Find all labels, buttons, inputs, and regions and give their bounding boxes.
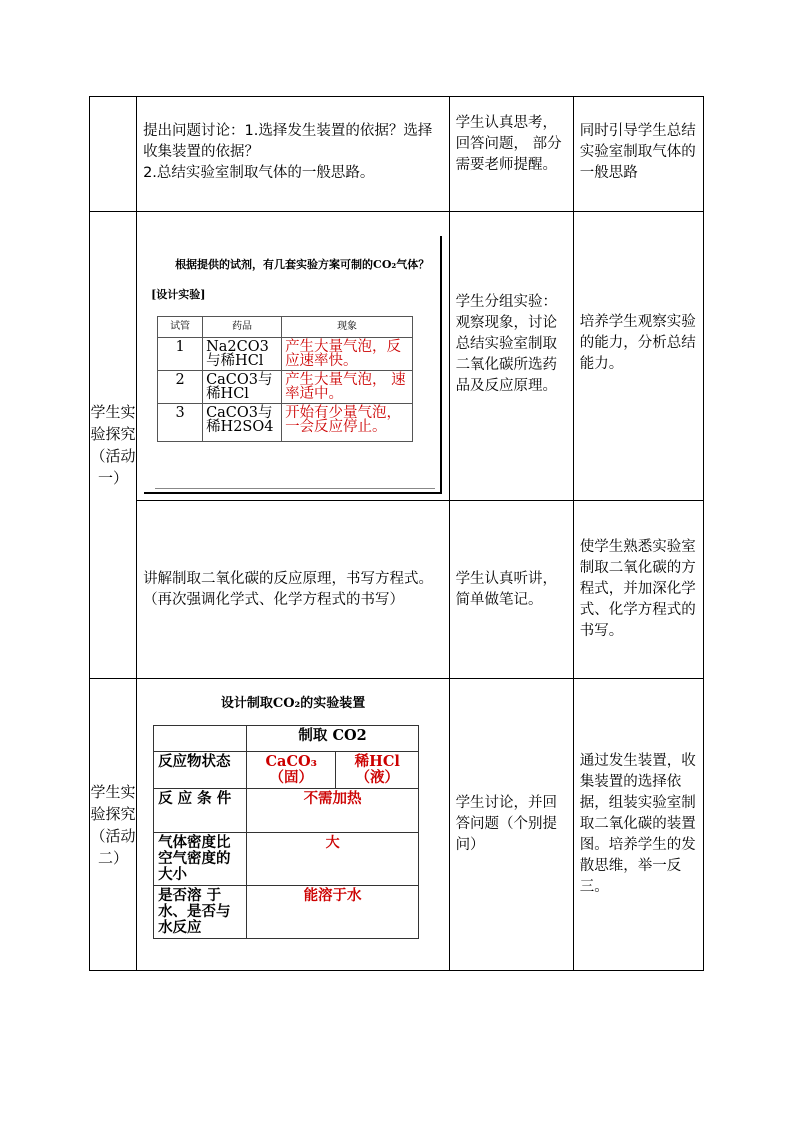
reagent: Na2CO3与稀HCl	[203, 338, 282, 371]
content-cell	[137, 97, 450, 212]
student-activity-cell	[449, 501, 573, 679]
row-label: 是否溶 于水、是否与水反应	[154, 886, 247, 939]
stage-cell	[90, 97, 137, 212]
design-intent-cell	[573, 501, 703, 679]
row-value: 不需加热	[247, 789, 419, 833]
apparatus-header: 制取 CO2	[247, 726, 419, 752]
design-intent-text: 使学生熟悉实验室制取二氧化碳的方程式，并加深化学式、化学方程式的书写。	[579, 539, 696, 639]
table-row	[90, 501, 704, 679]
slide-title: 设计制取CO₂的实验装置	[220, 696, 366, 711]
design-intent-text: 通过发生装置，收集装置的选择依据，组装实验室制取二氧化碳的装置图。培养学生的发散思维，举一反三。	[579, 753, 696, 895]
apparatus-table	[153, 725, 419, 939]
content-text: 讲解制取二氧化碳的反应原理，书写方程式。（再次强调化学式、化学方程式的书写）	[143, 570, 434, 608]
column-header: 现象	[282, 317, 413, 338]
row-value: 大	[247, 833, 419, 886]
tube-number: 1	[158, 338, 203, 371]
lesson-plan-table	[89, 96, 704, 971]
slide-subtitle: [设计实验]	[151, 288, 206, 301]
tube-number: 3	[158, 404, 203, 442]
stage-cell	[90, 212, 137, 679]
observation: 产生大量气泡，反应速率快。	[282, 338, 413, 371]
row-value: 稀HCl（液）	[336, 752, 419, 789]
column-header: 试管	[158, 317, 203, 338]
apparatus-slide-image	[143, 685, 443, 970]
reagent: CaCO3与稀H2SO4	[203, 404, 282, 442]
tube-number: 2	[158, 371, 203, 404]
row-label: 气体密度比空气密度的大小	[154, 833, 247, 886]
design-intent-cell	[573, 97, 703, 212]
stage-label: 学生实验探究（活动一）	[90, 403, 136, 487]
content-cell	[137, 679, 450, 971]
apparatus-row	[154, 886, 419, 939]
content-text: 2.总结实验室制取气体的一般思路。	[143, 165, 375, 181]
observation: 产生大量气泡， 速率适中。	[282, 371, 413, 404]
student-activity-text: 学生讨论，并回答问题（个别提问）	[455, 795, 558, 853]
stage-label: 学生实验探究（活动二）	[90, 782, 136, 867]
experiment-slide-image	[143, 236, 443, 498]
row-value: 能溶于水	[247, 886, 419, 939]
table-row	[90, 97, 704, 212]
student-activity-cell	[449, 97, 573, 212]
design-intent-cell	[573, 679, 703, 971]
design-intent-cell	[573, 212, 703, 501]
observation: 开始有少量气泡，一会反应停止。	[282, 404, 413, 442]
experiment-row	[158, 338, 413, 371]
reagent: CaCO3与稀HCl	[203, 371, 282, 404]
apparatus-row	[154, 833, 419, 886]
table-row	[90, 212, 704, 501]
student-activity-text: 学生认真思考，回答问题， 部分需要老师提醒。	[455, 115, 562, 173]
experiment-row	[158, 371, 413, 404]
row-label: 反应物状态	[154, 752, 247, 789]
student-activity-text: 学生认真听讲，简单做笔记。	[455, 570, 558, 608]
content-cell	[137, 501, 450, 679]
slide-question: 根据提供的试剂，有几套实验方案可制的CO₂气体？	[175, 258, 430, 271]
content-cell	[137, 212, 450, 501]
row-value: CaCO₃（固）	[247, 752, 336, 789]
table-row	[90, 679, 704, 971]
experiment-table	[157, 316, 413, 442]
student-activity-cell	[449, 212, 573, 501]
design-intent-text: 同时引导学生总结实验室制取气体的一般思路	[579, 123, 696, 181]
content-text: 提出问题讨论：1.选择发生装置的依据？选择收集装置的依据？	[143, 123, 433, 160]
design-intent-text: 培养学生观察实验的能力，分析总结能力。	[579, 314, 696, 372]
student-activity-cell	[449, 679, 573, 971]
row-label: 反 应 条 件	[154, 789, 247, 833]
apparatus-row	[154, 789, 419, 833]
stage-cell	[90, 679, 137, 971]
experiment-row	[158, 404, 413, 442]
column-header: 药品	[203, 317, 282, 338]
student-activity-text: 学生分组实验：观察现象，讨论总结实验室制取二氧化碳所选药品及反应原理。	[455, 294, 558, 394]
apparatus-row	[154, 752, 419, 789]
